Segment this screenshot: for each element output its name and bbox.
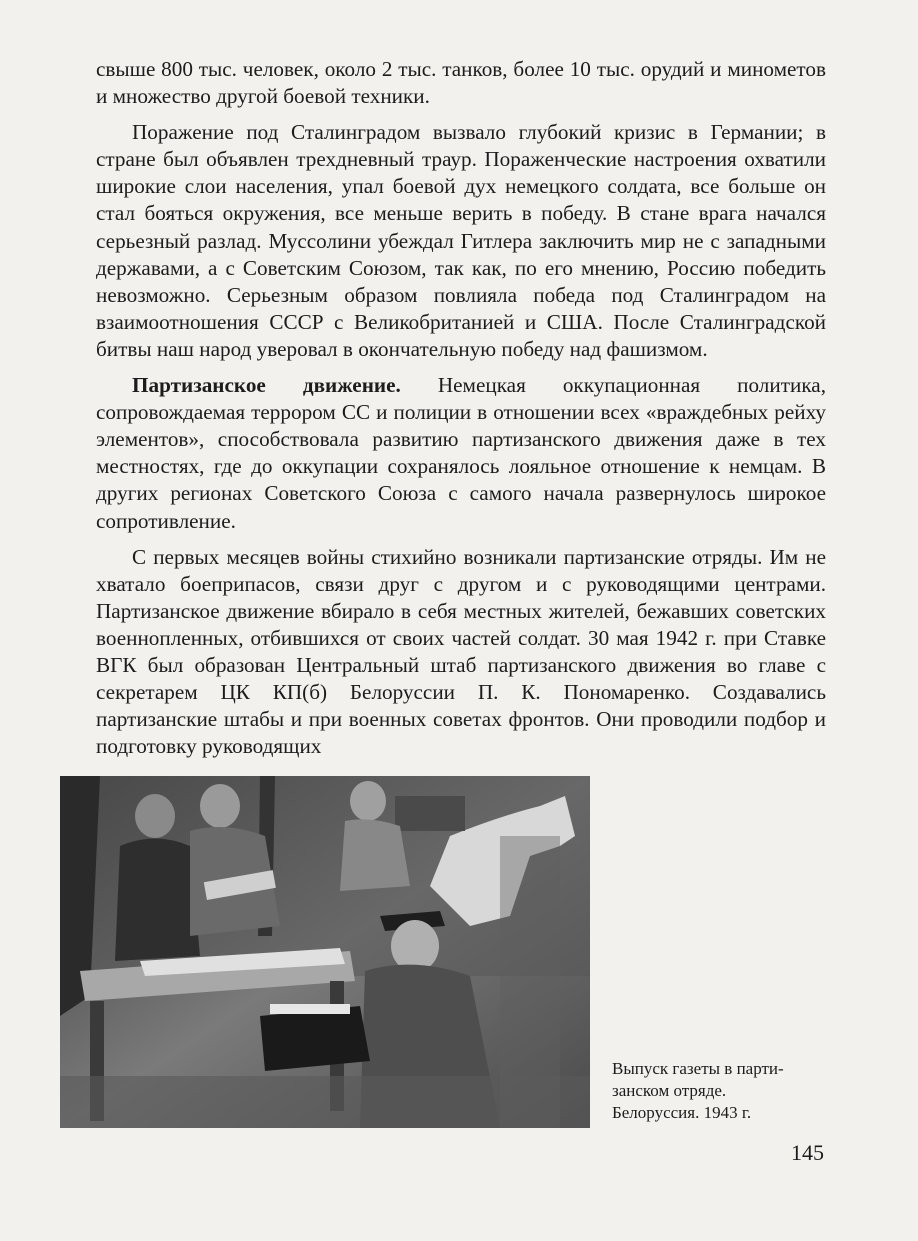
page-number: 145 xyxy=(791,1140,824,1165)
paragraph-4: С первых месяцев войны стихийно возникали партизанские отряды. Им не хватало боеприпасов, связи друг с другом и с руководящими центрами. Партизанское движение вбирало в себя местных жителей, бежавших советских военнопленных, отбившихся от своих частей солдат. 30 мая 1942 г. при Ставке ВГК был образован Центральный штаб партизанского движения во главе с секретарем ЦК КП(б) Белоруссии П. К. Пономаренко. Создавались партизанские штабы и при военных советах фронтов. Они проводили подбор и подготовку руководящих xyxy=(96,544,826,759)
historical-photo xyxy=(60,776,590,1128)
paragraph-3-text: Немецкая оккупационная политика, сопровождаемая террором СС и полиции в отношении всех «враждебных рейху элементов», способствовала развитию партизанского движения даже в тех местностях, где до оккупации сохранялось лояльное отношение к немцам. В других регионах Советского Союза с самого начала развернулось широкое сопротивление. xyxy=(96,373,826,533)
caption-line-2: занском отряде. xyxy=(612,1081,727,1100)
paragraph-2: Поражение под Сталинградом вызвало глубокий кризис в Германии; в стране был объявлен трехдневный траур. Пораженческие настроения охватили широкие слои населения, упал боевой дух немецкого солдата, все больше он стал бояться окружения, все меньше верить в победу. В стане врага начался серьезный разлад. Муссолини убеждал Гитлера заключить мир не с западными державами, а с Советским Союзом, так как, по его мнению, Россию победить невозможно. Серьезным образом повлияла победа под Сталинградом на взаимоотношения СССР с Великобританией и США. После Сталинградской битвы наш народ уверовал в окончательную победу над фашизмом. xyxy=(96,120,826,361)
photo-caption xyxy=(612,1058,832,1124)
photo-illustration xyxy=(60,776,590,1128)
body-text xyxy=(96,56,826,769)
paragraph-3 xyxy=(96,372,826,535)
paragraph-1: свыше 800 тыс. человек, около 2 тыс. танков, более 10 тыс. орудий и минометов и множество другой боевой техники. xyxy=(96,57,826,109)
section-heading: Партизанское движение. xyxy=(132,373,401,398)
caption-line-3: Белоруссия. 1943 г. xyxy=(612,1103,752,1122)
caption-line-1: Выпуск газеты в парти- xyxy=(612,1059,784,1078)
